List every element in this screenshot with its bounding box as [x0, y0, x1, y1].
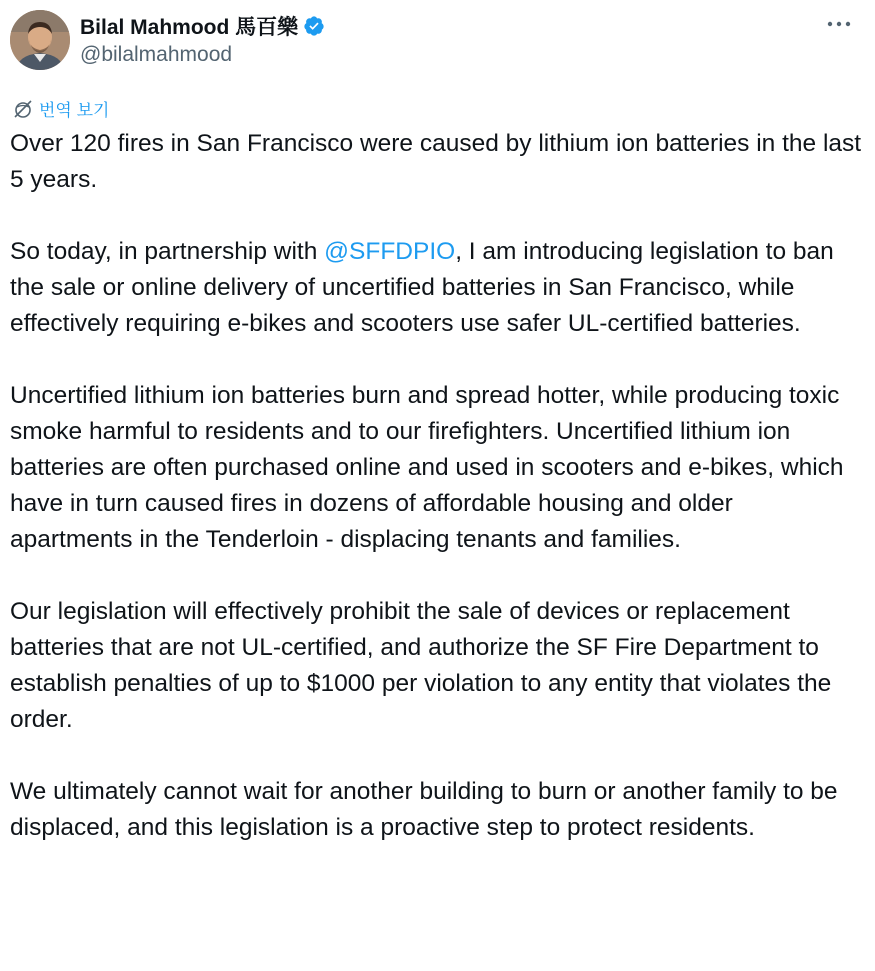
tweet-header: [10, 10, 863, 72]
display-name[interactable]: Bilal Mahmood 馬百樂: [80, 16, 299, 39]
tweet-paragraph-1: Over 120 fires in San Francisco were caused by lithium ion batteries in the last 5 years.: [10, 130, 862, 193]
avatar[interactable]: [10, 10, 70, 70]
globe-icon: [12, 98, 34, 120]
tweet-paragraph-4: Our legislation will effectively prohibit the sale of devices or replacement batteries that are not UL-certified, and authorize the SF Fire Department to establish penalties of up to $1000 per violation to any entity that violates the order.: [10, 598, 832, 733]
tweet-text: [10, 126, 862, 846]
author-names: [80, 12, 325, 67]
translate-link[interactable]: [12, 96, 109, 121]
tweet-paragraph-2: [10, 234, 862, 342]
name-row: [80, 12, 325, 40]
mention-link[interactable]: @SFFDPIO: [324, 238, 456, 265]
verified-badge-icon: [303, 15, 325, 37]
tweet-paragraph-5: We ultimately cannot wait for another building to burn or another family to be displaced, and this legislation is a proactive step to protect residents.: [10, 778, 838, 841]
paragraph-2-rest: , I am introducing legislation to ban the sale or online delivery of uncertified batteries in San Francisco, while effectively requiring e-bikes and scooters use safer UL-certified batteries.: [10, 238, 834, 337]
translate-label: 번역 보기: [39, 101, 110, 120]
paragraph-2-intro: So today, in partnership with: [10, 238, 325, 265]
tweet-paragraph-3: Uncertified lithium ion batteries burn and spread hotter, while producing toxic smoke harmful to residents and to our firefighters. Uncertified lithium ion batteries are often purchased online and used in scooters and e-bikes, which have in turn caused fires in dozens of affordable housing and older apartments in the Tenderloin - displacing tenants and families.: [10, 382, 844, 553]
handle[interactable]: @bilalmahmood: [80, 43, 233, 66]
more-horizontal-icon[interactable]: [825, 14, 853, 34]
